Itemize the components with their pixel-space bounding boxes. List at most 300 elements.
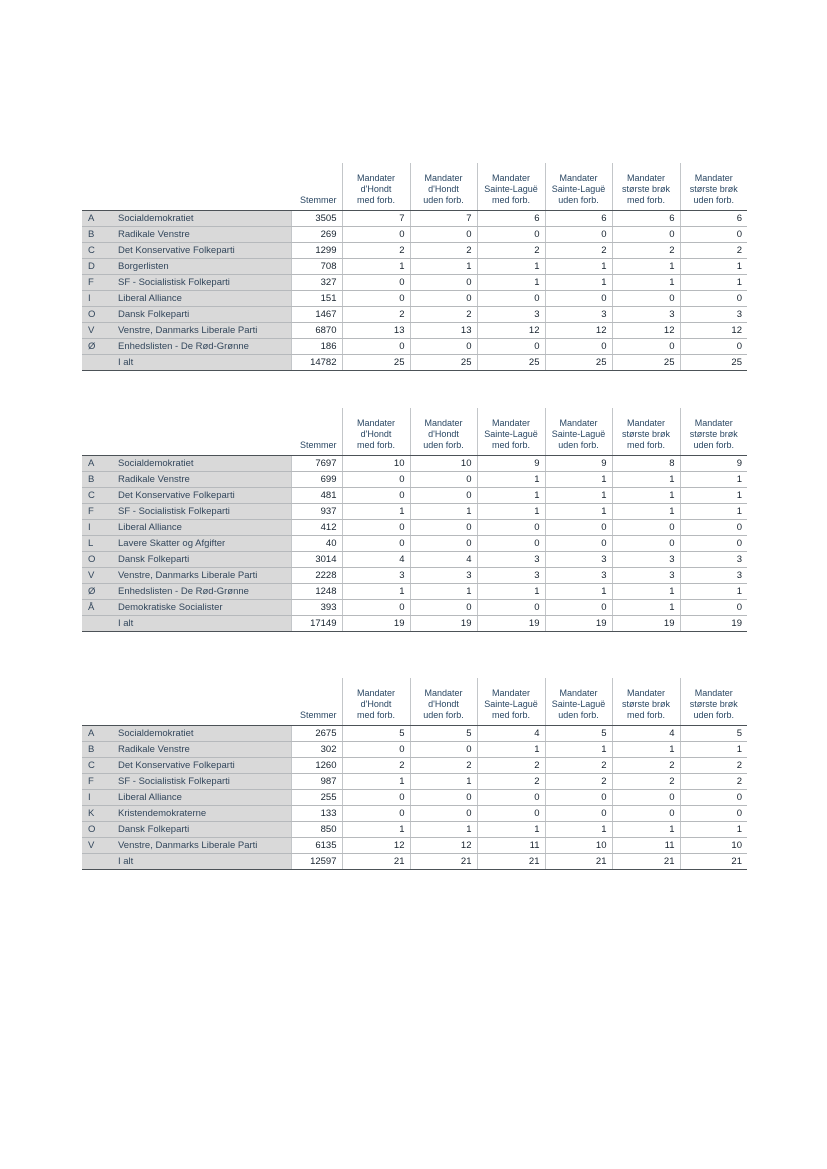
- mandate-value: 0: [545, 789, 612, 805]
- party-row-K: [82, 805, 747, 821]
- mandate-value: 3: [477, 551, 545, 567]
- party-row-A: [82, 210, 747, 226]
- mandate-value: 2: [477, 773, 545, 789]
- mandate-value: 5: [410, 725, 477, 741]
- mandate-value: 3: [545, 551, 612, 567]
- mandate-value: 0: [545, 599, 612, 615]
- mandate-value: 1: [410, 583, 477, 599]
- mandate-value: 1: [680, 487, 747, 503]
- mandate-value: 0: [342, 741, 410, 757]
- mandate-column-header: Mandater d'Hondt uden forb.: [410, 163, 477, 210]
- party-row-F: [82, 503, 747, 519]
- mandate-value: 3: [410, 567, 477, 583]
- mandate-value: 1: [342, 773, 410, 789]
- mandate-column-header: Mandater Sainte-Laguë uden forb.: [545, 163, 612, 210]
- mandate-value: 3: [477, 567, 545, 583]
- mandate-value: 12: [545, 322, 612, 338]
- mandate-column-header: Mandater d'Hondt med forb.: [342, 163, 410, 210]
- party-letter: C: [82, 242, 115, 258]
- mandate-column-header: Mandater største brøk med forb.: [612, 408, 680, 455]
- mandate-value: 0: [612, 290, 680, 306]
- mandate-value: 0: [410, 535, 477, 551]
- stemmer-value: 255: [291, 789, 342, 805]
- mandate-value: 3: [680, 567, 747, 583]
- party-name: Dansk Folkeparti: [115, 306, 291, 322]
- total-stemmer-value: 12597: [291, 853, 342, 869]
- mandate-value: 10: [342, 455, 410, 471]
- mandate-value: 2: [410, 306, 477, 322]
- stemmer-value: 6135: [291, 837, 342, 853]
- mandate-value: 0: [342, 471, 410, 487]
- mandate-value: 12: [680, 322, 747, 338]
- stemmer-value: 2675: [291, 725, 342, 741]
- total-letter-empty: [82, 615, 115, 631]
- mandate-value: 5: [545, 725, 612, 741]
- mandate-value: 12: [477, 322, 545, 338]
- party-name: Venstre, Danmarks Liberale Parti: [115, 322, 291, 338]
- mandate-value: 4: [342, 551, 410, 567]
- stemmer-value: 987: [291, 773, 342, 789]
- mandate-value: 0: [342, 519, 410, 535]
- party-name: Dansk Folkeparti: [115, 551, 291, 567]
- mandate-value: 0: [680, 805, 747, 821]
- mandate-value: 0: [545, 805, 612, 821]
- mandate-value: 2: [680, 242, 747, 258]
- party-name: Radikale Venstre: [115, 741, 291, 757]
- mandate-value: 6: [680, 210, 747, 226]
- mandate-value: 0: [477, 519, 545, 535]
- stemmer-value: 481: [291, 487, 342, 503]
- party-row-C: [82, 242, 747, 258]
- mandate-value: 2: [612, 757, 680, 773]
- party-name: SF - Socialistisk Folkeparti: [115, 773, 291, 789]
- mandate-value: 3: [477, 306, 545, 322]
- mandate-value: 0: [410, 338, 477, 354]
- mandate-value: 1: [612, 583, 680, 599]
- stemmer-column-header: Stemmer: [291, 678, 342, 725]
- mandate-value: 0: [545, 338, 612, 354]
- mandate-value: 1: [680, 821, 747, 837]
- mandate-value: 0: [342, 789, 410, 805]
- mandate-value: 1: [342, 503, 410, 519]
- stemmer-value: 302: [291, 741, 342, 757]
- party-row-I: [82, 789, 747, 805]
- total-row: [82, 354, 747, 370]
- party-letter: D: [82, 258, 115, 274]
- party-name: Liberal Alliance: [115, 290, 291, 306]
- mandate-value: 2: [342, 757, 410, 773]
- mandate-value: 0: [342, 226, 410, 242]
- stemmer-value: 1248: [291, 583, 342, 599]
- stemmer-column-header: Stemmer: [291, 408, 342, 455]
- mandate-value: 1: [410, 821, 477, 837]
- party-letter: Å: [82, 599, 115, 615]
- party-name: Socialdemokratiet: [115, 725, 291, 741]
- mandate-value: 0: [342, 805, 410, 821]
- mandate-value: 0: [545, 290, 612, 306]
- mandate-value: 0: [545, 519, 612, 535]
- mandate-value: 1: [477, 503, 545, 519]
- mandate-column-header: Mandater d'Hondt med forb.: [342, 678, 410, 725]
- party-row-C: [82, 487, 747, 503]
- mandate-value: 2: [477, 757, 545, 773]
- mandate-column-header: Mandater største brøk uden forb.: [680, 408, 747, 455]
- mandate-value: 6: [477, 210, 545, 226]
- party-name: Det Konservative Folkeparti: [115, 242, 291, 258]
- mandate-value: 1: [477, 821, 545, 837]
- total-mandate-value: 25: [477, 354, 545, 370]
- mandate-value: 0: [410, 471, 477, 487]
- party-row-L: [82, 535, 747, 551]
- stemmer-value: 186: [291, 338, 342, 354]
- mandate-value: 1: [612, 274, 680, 290]
- party-name: Liberal Alliance: [115, 519, 291, 535]
- mandate-value: 0: [410, 290, 477, 306]
- mandate-value: 1: [410, 773, 477, 789]
- party-name: Det Konservative Folkeparti: [115, 757, 291, 773]
- mandate-column-header: Mandater største brøk med forb.: [612, 163, 680, 210]
- party-name: Liberal Alliance: [115, 789, 291, 805]
- mandate-value: 8: [612, 455, 680, 471]
- mandate-value: 10: [680, 837, 747, 853]
- party-name: Demokratiske Socialister: [115, 599, 291, 615]
- mandate-value: 0: [612, 338, 680, 354]
- mandate-value: 0: [612, 789, 680, 805]
- mandate-value: 0: [477, 789, 545, 805]
- total-mandate-value: 21: [545, 853, 612, 869]
- mandate-value: 7: [342, 210, 410, 226]
- party-letter: A: [82, 210, 115, 226]
- mandate-value: 6: [612, 210, 680, 226]
- mandate-value: 2: [545, 757, 612, 773]
- party-row-O: [82, 821, 747, 837]
- total-mandate-value: 21: [612, 853, 680, 869]
- mandate-value: 6: [545, 210, 612, 226]
- mandate-value: 1: [612, 821, 680, 837]
- mandate-value: 0: [410, 226, 477, 242]
- seat-allocation-table-2: [82, 408, 747, 632]
- mandate-value: 0: [477, 226, 545, 242]
- mandate-value: 0: [612, 226, 680, 242]
- mandate-value: 1: [545, 258, 612, 274]
- mandate-column-header: Mandater Sainte-Laguë med forb.: [477, 408, 545, 455]
- mandate-column-header: Mandater Sainte-Laguë med forb.: [477, 163, 545, 210]
- mandate-value: 1: [342, 821, 410, 837]
- mandate-value: 1: [680, 471, 747, 487]
- mandate-value: 1: [545, 741, 612, 757]
- party-row-Ø: [82, 583, 747, 599]
- mandate-value: 2: [545, 242, 612, 258]
- mandate-value: 1: [545, 471, 612, 487]
- mandate-value: 5: [342, 725, 410, 741]
- mandate-value: 1: [612, 503, 680, 519]
- mandate-value: 1: [545, 503, 612, 519]
- mandate-value: 3: [342, 567, 410, 583]
- party-letter: A: [82, 725, 115, 741]
- total-mandate-value: 25: [410, 354, 477, 370]
- seat-allocation-table-3: [82, 678, 747, 870]
- mandate-value: 5: [680, 725, 747, 741]
- party-letter: L: [82, 535, 115, 551]
- mandate-column-header: Mandater d'Hondt uden forb.: [410, 678, 477, 725]
- party-name: Socialdemokratiet: [115, 210, 291, 226]
- total-mandate-value: 21: [680, 853, 747, 869]
- party-name: Venstre, Danmarks Liberale Parti: [115, 837, 291, 853]
- mandate-column-header: Mandater Sainte-Laguë uden forb.: [545, 678, 612, 725]
- party-name: Socialdemokratiet: [115, 455, 291, 471]
- party-row-V: [82, 837, 747, 853]
- party-name: Det Konservative Folkeparti: [115, 487, 291, 503]
- mandate-value: 1: [612, 741, 680, 757]
- party-row-Å: [82, 599, 747, 615]
- party-name: Kristendemokraterne: [115, 805, 291, 821]
- stemmer-value: 3505: [291, 210, 342, 226]
- mandate-value: 1: [612, 258, 680, 274]
- mandate-value: 0: [410, 789, 477, 805]
- party-letter: O: [82, 821, 115, 837]
- party-letter: V: [82, 322, 115, 338]
- mandate-value: 0: [410, 519, 477, 535]
- mandate-value: 0: [477, 338, 545, 354]
- mandate-value: 10: [410, 455, 477, 471]
- party-letter: Ø: [82, 338, 115, 354]
- stemmer-value: 1467: [291, 306, 342, 322]
- mandate-value: 0: [477, 599, 545, 615]
- total-mandate-value: 19: [545, 615, 612, 631]
- party-letter: C: [82, 757, 115, 773]
- mandate-value: 0: [612, 519, 680, 535]
- party-letter: B: [82, 741, 115, 757]
- mandate-value: 1: [680, 503, 747, 519]
- mandate-value: 0: [680, 226, 747, 242]
- party-name: Lavere Skatter og Afgifter: [115, 535, 291, 551]
- mandate-value: 12: [342, 837, 410, 853]
- mandate-value: 2: [612, 242, 680, 258]
- mandate-value: 9: [680, 455, 747, 471]
- mandate-value: 1: [545, 821, 612, 837]
- party-row-V: [82, 322, 747, 338]
- total-mandate-value: 19: [410, 615, 477, 631]
- mandate-value: 1: [477, 274, 545, 290]
- stemmer-value: 393: [291, 599, 342, 615]
- party-row-B: [82, 226, 747, 242]
- mandate-value: 0: [680, 338, 747, 354]
- mandate-value: 0: [545, 535, 612, 551]
- total-label: I alt: [115, 615, 291, 631]
- header-row: [82, 163, 747, 210]
- total-label: I alt: [115, 853, 291, 869]
- mandate-value: 1: [545, 583, 612, 599]
- total-letter-empty: [82, 853, 115, 869]
- mandate-column-header: Mandater d'Hondt med forb.: [342, 408, 410, 455]
- mandate-value: 0: [342, 535, 410, 551]
- mandate-value: 1: [545, 274, 612, 290]
- stemmer-value: 1260: [291, 757, 342, 773]
- party-row-C: [82, 757, 747, 773]
- total-stemmer-value: 14782: [291, 354, 342, 370]
- mandate-column-header: Mandater største brøk uden forb.: [680, 163, 747, 210]
- mandate-value: 4: [410, 551, 477, 567]
- stemmer-value: 2228: [291, 567, 342, 583]
- corner-cell: [82, 408, 291, 455]
- total-label: I alt: [115, 354, 291, 370]
- total-mandate-value: 25: [342, 354, 410, 370]
- mandate-value: 0: [680, 599, 747, 615]
- stemmer-value: 6870: [291, 322, 342, 338]
- mandate-value: 0: [680, 290, 747, 306]
- total-mandate-value: 25: [545, 354, 612, 370]
- stemmer-value: 699: [291, 471, 342, 487]
- party-letter: O: [82, 551, 115, 567]
- party-letter: I: [82, 789, 115, 805]
- mandate-value: 2: [612, 773, 680, 789]
- seat-allocation-table-1: [82, 163, 747, 371]
- mandate-value: 0: [477, 805, 545, 821]
- mandate-value: 2: [680, 773, 747, 789]
- party-row-I: [82, 290, 747, 306]
- mandate-column-header: Mandater største brøk uden forb.: [680, 678, 747, 725]
- mandate-value: 9: [545, 455, 612, 471]
- party-row-A: [82, 455, 747, 471]
- party-letter: O: [82, 306, 115, 322]
- stemmer-value: 151: [291, 290, 342, 306]
- party-letter: F: [82, 274, 115, 290]
- mandate-value: 13: [410, 322, 477, 338]
- mandate-value: 1: [477, 258, 545, 274]
- mandate-value: 1: [477, 583, 545, 599]
- party-row-O: [82, 306, 747, 322]
- total-mandate-value: 21: [477, 853, 545, 869]
- mandate-value: 11: [477, 837, 545, 853]
- party-row-V: [82, 567, 747, 583]
- party-letter: I: [82, 519, 115, 535]
- mandate-value: 2: [680, 757, 747, 773]
- mandate-value: 1: [680, 741, 747, 757]
- party-row-Ø: [82, 338, 747, 354]
- party-row-F: [82, 274, 747, 290]
- party-name: Enhedslisten - De Rød-Grønne: [115, 338, 291, 354]
- mandate-value: 0: [342, 599, 410, 615]
- mandate-value: 10: [545, 837, 612, 853]
- mandate-value: 13: [342, 322, 410, 338]
- mandate-value: 0: [612, 535, 680, 551]
- mandate-value: 2: [410, 242, 477, 258]
- party-letter: K: [82, 805, 115, 821]
- mandate-value: 3: [612, 551, 680, 567]
- stemmer-value: 269: [291, 226, 342, 242]
- total-mandate-value: 19: [612, 615, 680, 631]
- mandate-value: 0: [477, 290, 545, 306]
- mandate-value: 0: [680, 789, 747, 805]
- mandate-value: 2: [342, 242, 410, 258]
- stemmer-value: 708: [291, 258, 342, 274]
- party-letter: B: [82, 226, 115, 242]
- party-row-F: [82, 773, 747, 789]
- mandate-value: 3: [545, 567, 612, 583]
- party-row-B: [82, 471, 747, 487]
- header-row: [82, 678, 747, 725]
- mandate-value: 2: [342, 306, 410, 322]
- stemmer-value: 133: [291, 805, 342, 821]
- party-letter: Ø: [82, 583, 115, 599]
- mandate-value: 3: [612, 306, 680, 322]
- total-mandate-value: 25: [680, 354, 747, 370]
- mandate-value: 0: [680, 535, 747, 551]
- party-row-B: [82, 741, 747, 757]
- mandate-value: 0: [342, 290, 410, 306]
- mandate-value: 1: [410, 503, 477, 519]
- party-name: Borgerlisten: [115, 258, 291, 274]
- mandate-value: 1: [477, 487, 545, 503]
- mandate-value: 4: [477, 725, 545, 741]
- mandate-value: 7: [410, 210, 477, 226]
- corner-cell: [82, 163, 291, 210]
- total-mandate-value: 21: [342, 853, 410, 869]
- mandate-value: 1: [342, 583, 410, 599]
- mandate-value: 0: [545, 226, 612, 242]
- party-letter: F: [82, 773, 115, 789]
- party-name: SF - Socialistisk Folkeparti: [115, 274, 291, 290]
- mandate-value: 0: [410, 599, 477, 615]
- mandate-column-header: Mandater Sainte-Laguë uden forb.: [545, 408, 612, 455]
- stemmer-value: 7697: [291, 455, 342, 471]
- stemmer-value: 412: [291, 519, 342, 535]
- mandate-value: 11: [612, 837, 680, 853]
- party-name: Enhedslisten - De Rød-Grønne: [115, 583, 291, 599]
- mandate-value: 4: [612, 725, 680, 741]
- mandate-value: 12: [612, 322, 680, 338]
- total-row: [82, 615, 747, 631]
- total-mandate-value: 25: [612, 354, 680, 370]
- party-letter: C: [82, 487, 115, 503]
- corner-cell: [82, 678, 291, 725]
- mandate-value: 1: [680, 274, 747, 290]
- party-letter: I: [82, 290, 115, 306]
- stemmer-value: 937: [291, 503, 342, 519]
- mandate-value: 2: [477, 242, 545, 258]
- stemmer-value: 850: [291, 821, 342, 837]
- mandate-column-header: Mandater d'Hondt uden forb.: [410, 408, 477, 455]
- mandate-value: 0: [410, 741, 477, 757]
- party-letter: V: [82, 837, 115, 853]
- mandate-value: 2: [545, 773, 612, 789]
- mandate-value: 1: [477, 471, 545, 487]
- stemmer-value: 1299: [291, 242, 342, 258]
- mandate-value: 0: [410, 487, 477, 503]
- party-name: SF - Socialistisk Folkeparti: [115, 503, 291, 519]
- total-row: [82, 853, 747, 869]
- mandate-value: 1: [612, 471, 680, 487]
- party-name: Radikale Venstre: [115, 471, 291, 487]
- party-row-O: [82, 551, 747, 567]
- total-mandate-value: 19: [477, 615, 545, 631]
- mandate-value: 0: [410, 274, 477, 290]
- mandate-column-header: Mandater største brøk med forb.: [612, 678, 680, 725]
- party-name: Venstre, Danmarks Liberale Parti: [115, 567, 291, 583]
- party-name: Dansk Folkeparti: [115, 821, 291, 837]
- mandate-value: 3: [680, 306, 747, 322]
- party-letter: A: [82, 455, 115, 471]
- total-mandate-value: 21: [410, 853, 477, 869]
- mandate-value: 1: [680, 583, 747, 599]
- mandate-value: 1: [612, 599, 680, 615]
- mandate-value: 0: [342, 487, 410, 503]
- mandate-value: 0: [410, 805, 477, 821]
- mandate-value: 0: [342, 274, 410, 290]
- total-mandate-value: 19: [342, 615, 410, 631]
- mandate-value: 12: [410, 837, 477, 853]
- mandate-value: 1: [612, 487, 680, 503]
